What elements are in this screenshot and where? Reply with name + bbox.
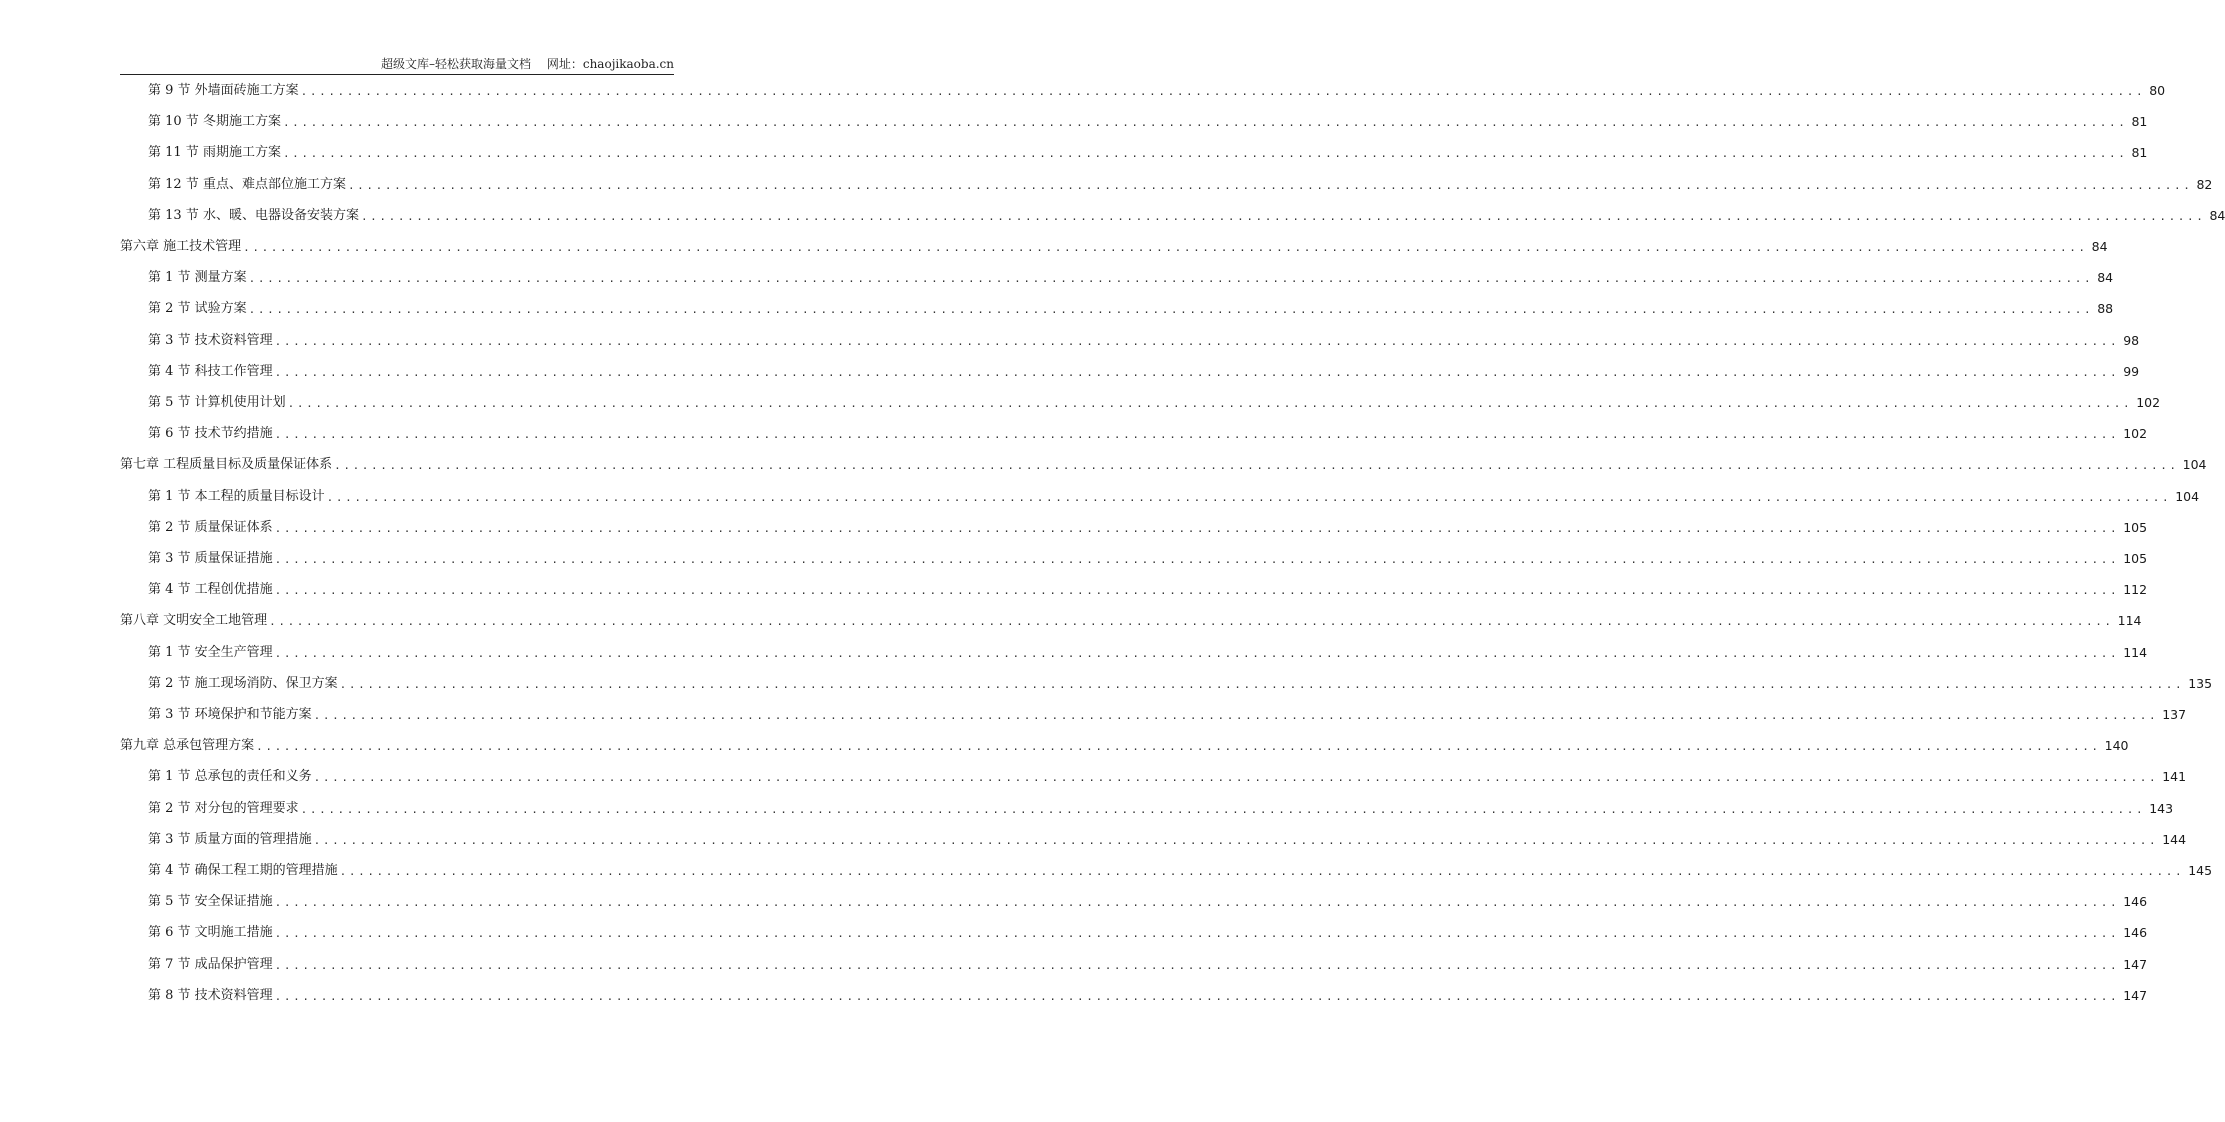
toc-dot-leader: ........................................................................................................................................................................................................: [243, 241, 2088, 254]
toc-dot-leader: ........................................................................................................................................................................................................: [274, 896, 2120, 910]
toc-section-entry[interactable]: [148, 392, 2161, 414]
toc-section-entry[interactable]: [148, 829, 2187, 851]
toc-page-number: 147: [2123, 956, 2148, 972]
toc-page-number: 84: [2209, 207, 2225, 223]
toc-page-number: 135: [2188, 675, 2213, 691]
toc-page-number: 137: [2162, 707, 2187, 722]
toc-page-number: 81: [2131, 114, 2148, 130]
toc-entry-title: 第八章 文明安全工地管理: [120, 613, 268, 629]
toc-section-entry[interactable]: [148, 642, 2148, 664]
toc-page-number: 80: [2149, 83, 2166, 98]
toc-section-entry[interactable]: [148, 111, 2148, 133]
toc-entry-title: 第 10 节 冬期施工方案: [148, 114, 281, 130]
toc-entry-title: 第 2 节 质量保证体系: [148, 519, 273, 535]
toc-page-number: 98: [2123, 332, 2140, 348]
toc-entry-title: 第 6 节 技术节约措施: [148, 426, 273, 442]
toc-entry-title: 第 6 节 文明施工措施: [148, 925, 273, 941]
toc-page-number: 105: [2123, 551, 2148, 566]
toc-entry-title: 第 4 节 确保工程工期的管理措施: [148, 863, 338, 878]
toc-page-number: 141: [2162, 769, 2187, 785]
toc-dot-leader: ........................................................................................................................................................................................................: [274, 584, 2120, 598]
toc-dot-leader: ........................................................................................................................................................................................................: [256, 740, 2101, 754]
toc-dot-leader: ........................................................................................................................................................................................................: [300, 85, 2146, 98]
toc-section-entry[interactable]: [148, 423, 2148, 445]
toc-dot-leader: ........................................................................................................................................................................................................: [334, 459, 2179, 473]
toc-dot-leader: ........................................................................................................................................................................................................: [282, 147, 2128, 161]
toc-section-entry[interactable]: [148, 766, 2187, 788]
toc-page-number: 104: [2182, 457, 2207, 473]
toc-dot-leader: ........................................................................................................................................................................................................: [339, 677, 2185, 691]
toc-entry-title: 第 5 节 计算机使用计划: [148, 395, 286, 410]
toc-dot-leader: ........................................................................................................................................................................................................: [274, 521, 2120, 535]
header-text: 超级文库–轻松获取海量文档 网址：chaojikaoba.cn: [381, 57, 674, 71]
toc-page-number: 102: [2136, 395, 2161, 410]
toc-dot-leader: ........................................................................................................................................................................................................: [274, 428, 2120, 442]
toc-dot-leader: ........................................................................................................................................................................................................: [282, 116, 2128, 130]
toc-page-number: 144: [2162, 831, 2187, 847]
toc-page-number: 104: [2175, 488, 2200, 504]
toc-entry-title: 第 3 节 质量方面的管理措施: [148, 831, 312, 847]
toc-dot-leader: ........................................................................................................................................................................................................: [339, 865, 2185, 878]
toc-section-entry[interactable]: [148, 891, 2148, 913]
toc-page-number: 145: [2188, 863, 2213, 878]
toc-chapter-entry[interactable]: [120, 610, 2142, 632]
toc-section-entry[interactable]: [148, 298, 2114, 320]
toc-entry-title: 第 11 节 雨期施工方案: [148, 145, 281, 161]
toc-dot-leader: ........................................................................................................................................................................................................: [274, 646, 2120, 660]
toc-page-number: 114: [2117, 613, 2142, 629]
toc-section-entry[interactable]: [148, 673, 2213, 695]
toc-section-entry[interactable]: [148, 922, 2148, 944]
toc-entry-title: 第 1 节 测量方案: [148, 270, 247, 286]
toc-entry-title: 第六章 施工技术管理: [120, 239, 242, 254]
toc-section-entry[interactable]: [148, 267, 2114, 289]
toc-entry-title: 第 2 节 试验方案: [148, 301, 247, 317]
toc-dot-leader: ........................................................................................................................................................................................................: [274, 927, 2120, 941]
toc-chapter-entry[interactable]: [120, 454, 2207, 476]
toc-entry-title: 第 5 节 安全保证措施: [148, 894, 273, 910]
toc-page-number: 146: [2123, 925, 2148, 941]
toc-entry-title: 第 1 节 总承包的责任和义务: [148, 769, 312, 785]
toc-page-number: 81: [2131, 145, 2148, 161]
toc-section-entry[interactable]: [148, 704, 2187, 726]
toc-section-entry[interactable]: [148, 517, 2148, 539]
toc-dot-leader: ........................................................................................................................................................................................................: [360, 209, 2206, 223]
toc-dot-leader: ........................................................................................................................................................................................................: [326, 490, 2172, 504]
toc-dot-leader: ........................................................................................................................................................................................................: [313, 771, 2159, 785]
toc-entry-title: 第 2 节 对分包的管理要求: [148, 800, 299, 816]
toc-page-number: 146: [2123, 894, 2148, 910]
toc-entry-title: 第九章 总承包管理方案: [120, 738, 255, 754]
toc-dot-leader: ........................................................................................................................................................................................................: [274, 958, 2120, 972]
toc-dot-leader: ........................................................................................................................................................................................................: [274, 334, 2120, 348]
toc-chapter-entry[interactable]: [120, 735, 2129, 757]
toc-dot-leader: ........................................................................................................................................................................................................: [300, 802, 2146, 816]
toc-page-number: 140: [2104, 738, 2129, 754]
toc-section-entry[interactable]: [148, 486, 2200, 508]
toc-dot-leader: ........................................................................................................................................................................................................: [269, 615, 2114, 629]
toc-dot-leader: ........................................................................................................................................................................................................: [248, 303, 2094, 317]
toc-dot-leader: ........................................................................................................................................................................................................: [274, 989, 2120, 1003]
toc-entry-title: 第 9 节 外墙面砖施工方案: [148, 83, 299, 98]
toc-entry-title: 第 1 节 本工程的质量目标设计: [148, 488, 325, 504]
toc-dot-leader: ........................................................................................................................................................................................................: [347, 178, 2193, 192]
toc-page-number: 82: [2196, 176, 2213, 192]
page-header: [120, 56, 674, 75]
toc-section-entry[interactable]: [148, 860, 2213, 882]
toc-entry-title: 第 3 节 环境保护和节能方案: [148, 707, 312, 722]
toc-entry-title: 第 1 节 安全生产管理: [148, 644, 273, 660]
toc-page-number: 114: [2123, 644, 2148, 660]
toc-page-number: 147: [2123, 987, 2148, 1003]
toc-section-entry[interactable]: [148, 205, 2225, 227]
toc-page-number: 112: [2123, 582, 2148, 598]
toc-entry-title: 第 8 节 技术资料管理: [148, 987, 273, 1003]
toc-entry-title: 第七章 工程质量目标及质量保证体系: [120, 457, 333, 473]
toc-section-entry[interactable]: [148, 142, 2148, 164]
toc-dot-leader: ........................................................................................................................................................................................................: [313, 709, 2159, 722]
toc-section-entry[interactable]: [148, 80, 2166, 102]
toc-entry-title: 第 7 节 成品保护管理: [148, 956, 273, 972]
toc-entry-title: 第 13 节 水、暖、电器设备安装方案: [148, 207, 359, 223]
toc-page-number: 143: [2149, 800, 2174, 816]
toc-section-entry[interactable]: [148, 954, 2148, 976]
toc-entry-title: 第 4 节 科技工作管理: [148, 363, 273, 379]
toc-dot-leader: ........................................................................................................................................................................................................: [274, 365, 2120, 379]
toc-dot-leader: ........................................................................................................................................................................................................: [248, 272, 2094, 286]
toc-page-number: 84: [2091, 239, 2108, 254]
toc-entry-title: 第 12 节 重点、难点部位施工方案: [148, 176, 346, 192]
toc-page-number: 105: [2123, 519, 2148, 535]
toc-entry-title: 第 2 节 施工现场消防、保卫方案: [148, 675, 338, 691]
toc-section-entry[interactable]: [148, 330, 2140, 352]
toc-entry-title: 第 3 节 技术资料管理: [148, 332, 273, 348]
toc-page-number: 102: [2123, 426, 2148, 442]
toc-dot-leader: ........................................................................................................................................................................................................: [274, 553, 2120, 566]
toc-section-entry[interactable]: [148, 548, 2148, 570]
toc-page-number: 88: [2097, 301, 2114, 317]
toc-chapter-entry[interactable]: [120, 236, 2108, 258]
toc-section-entry[interactable]: [148, 174, 2213, 196]
toc-dot-leader: ........................................................................................................................................................................................................: [287, 397, 2133, 410]
toc-page-number: 99: [2123, 363, 2140, 379]
toc-section-entry[interactable]: [148, 579, 2148, 601]
toc-section-entry[interactable]: [148, 361, 2140, 383]
toc-entry-title: 第 3 节 质量保证措施: [148, 551, 273, 566]
toc-page-number: 84: [2097, 270, 2114, 286]
toc-dot-leader: ........................................................................................................................................................................................................: [313, 833, 2159, 847]
toc-entry-title: 第 4 节 工程创优措施: [148, 582, 273, 598]
toc-section-entry[interactable]: [148, 985, 2148, 1007]
toc-section-entry[interactable]: [148, 798, 2174, 820]
